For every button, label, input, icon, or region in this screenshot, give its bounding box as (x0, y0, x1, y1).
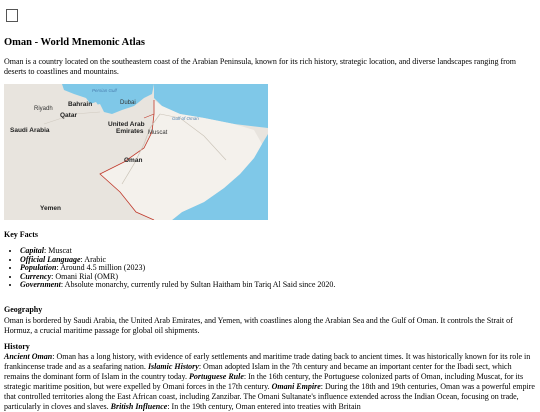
fact-label: Government (20, 280, 61, 290)
history-text: : In the 16th century, the Portuguese colonized parts of Oman, including Muscat, for its strategic maritime position, but were expelled by Omani forces in the 17th century. (4, 372, 524, 391)
dubai-label: Dubai (120, 100, 136, 106)
key-facts-list (4, 247, 335, 290)
fact-value: : Muscat (44, 246, 72, 255)
qatar-label: Qatar (60, 112, 77, 119)
history-heading: History (4, 342, 30, 351)
saudi-arabia-label: Saudi Arabia (10, 127, 50, 134)
uae-label-line1: United Arab (108, 121, 145, 128)
history-text: : During the 18th and 19th centuries, Oman was a powerful empire that controlled territories along the East African coast, including Zanzibar. The Omani Sultanate's influence extended across the Indian Ocean, focusing on trade, particularly in cloves and slaves. (4, 382, 535, 411)
fact-value: : Omani Rial (OMR) (51, 271, 119, 281)
checkbox[interactable] (6, 9, 18, 22)
oman-label: Oman (124, 157, 143, 164)
yemen-label: Yemen (40, 205, 61, 212)
history-term: Omani Empire (271, 382, 321, 391)
history-term: British Influence (110, 402, 168, 411)
history-term: Portuguese Rule (189, 372, 244, 381)
page-title: Oman - World Mnemonic Atlas (4, 37, 145, 48)
geography-paragraph: Oman is bordered by Saudi Arabia, the United Arab Emirates, and Yemen, with coastlines along the Arabian Sea and the Gulf of Oman. It controls the Strait of Hormuz, a crucial maritime passage for global oil shipments. (4, 316, 513, 335)
muscat-label: Muscat (148, 130, 168, 136)
uae-label-line2: Emirates (116, 128, 144, 135)
gulf-of-oman-label: Gulf of Oman (172, 116, 199, 121)
fact-label: Official Language (20, 254, 81, 264)
history-text: : Oman adopted Islam in the 7th century and became an important center for the Ibadi sect, which remains the dominant form of Islam in the country today. (4, 362, 512, 381)
bahrain-label: Bahrain (68, 101, 93, 108)
key-facts-heading: Key Facts (4, 230, 38, 239)
fact-value: : Around 4.5 million (2023) (56, 263, 146, 273)
history-text: : Oman has a long history, with evidence of early settlements and maritime trade dating back to ancient times. It was historically known for its role in frankincense trade and as a seafaring nation. (4, 352, 531, 371)
history-paragraph (4, 352, 538, 412)
oman-map[interactable] (4, 84, 268, 220)
riyadh-label: Riyadh (34, 106, 53, 112)
fact-value: : Absolute monarchy, currently ruled by Sultan Haitham bin Tariq Al Said since 2020. (60, 280, 336, 290)
map-svg (4, 84, 268, 220)
fact-value: : Arabic (80, 254, 107, 264)
history-term: Ancient Oman (4, 352, 53, 361)
history-term: Islamic History (147, 362, 199, 371)
geography-heading: Geography (4, 305, 43, 314)
intro-paragraph: Oman is a country located on the southeastern coast of the Arabian Peninsula, known for its rich history, strategic location, and diverse landscapes ranging from deserts to coastlines and mountains. (4, 57, 517, 76)
fact-government (20, 281, 335, 290)
fact-label: Currency (20, 271, 52, 281)
history-text: : In the 19th century, Oman entered into treaties with Britain (167, 402, 361, 411)
fact-label: Capital (20, 246, 45, 255)
fact-label: Population (20, 263, 57, 273)
persian-gulf-label: Persian Gulf (92, 88, 117, 93)
